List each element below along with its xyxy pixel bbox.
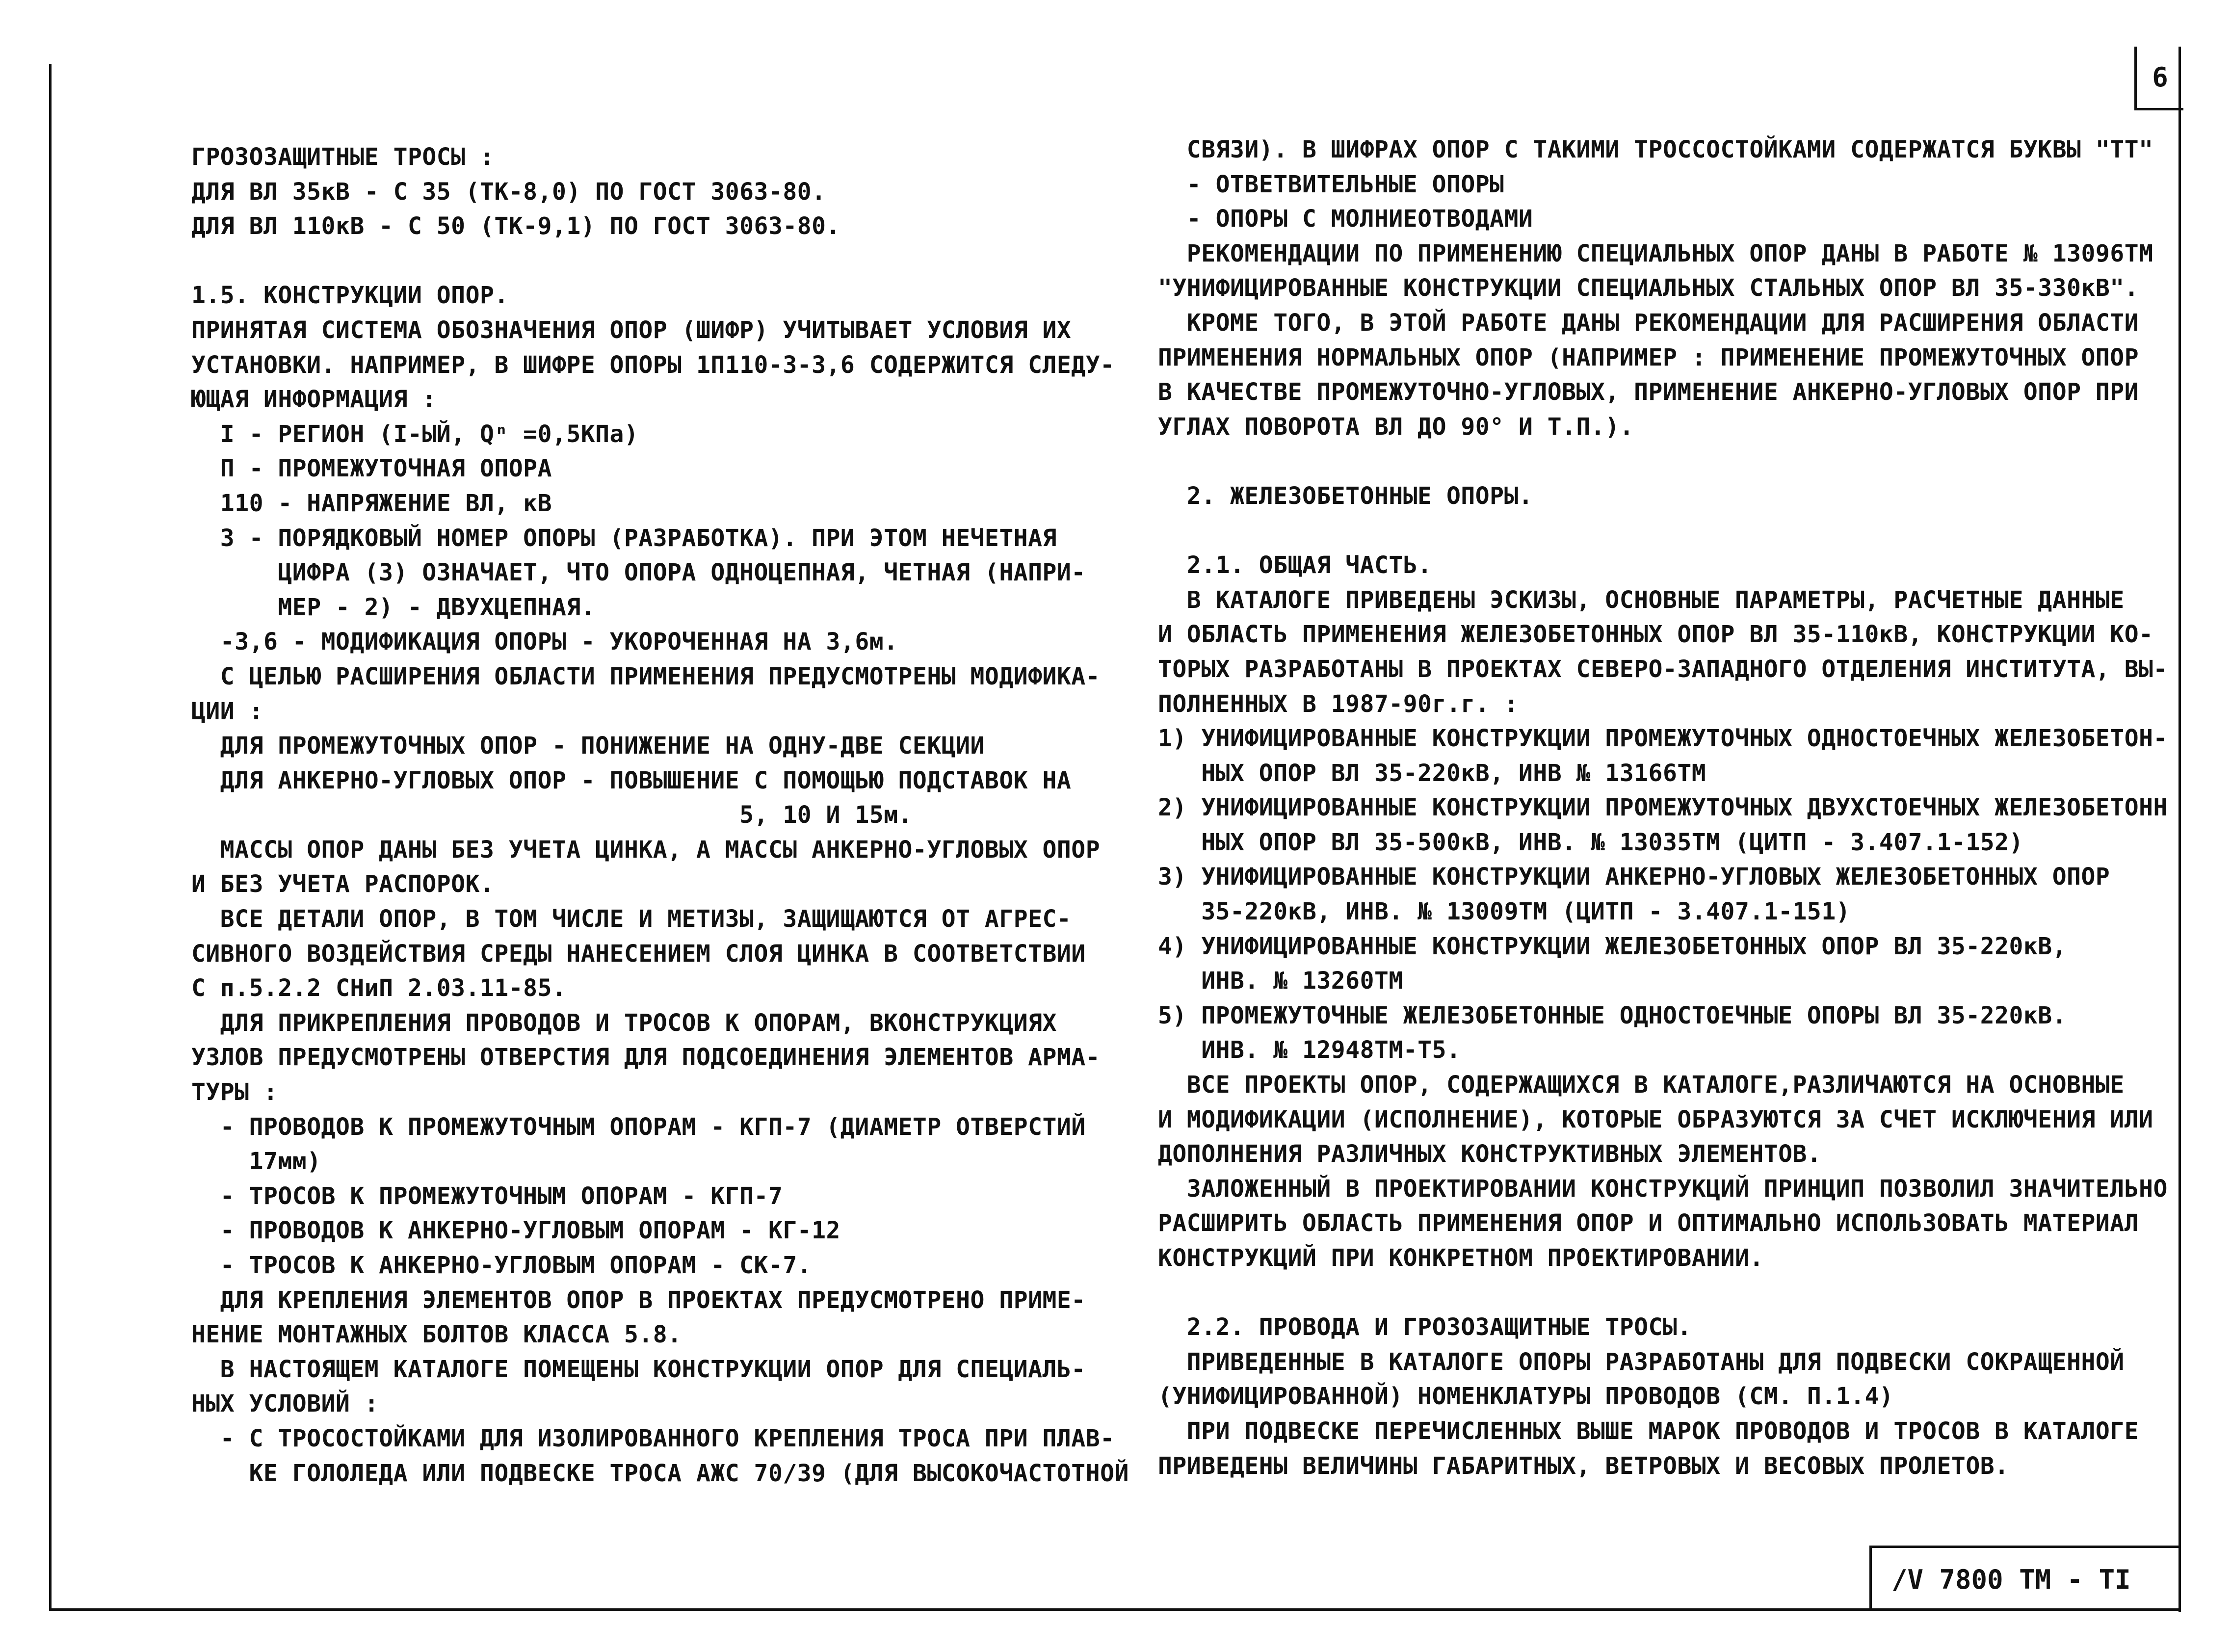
frame-right-border xyxy=(2179,47,2181,1612)
text-line xyxy=(191,244,1129,279)
text-line: (УНИФИЦИРОВАННОЙ) НОМЕНКЛАТУРЫ ПРОВОДОВ (СМ. П.1.4) xyxy=(1158,1383,1894,1411)
text-line: 4) УНИФИЦИРОВАННЫЕ КОНСТРУКЦИИ ЖЕЛЕЗОБЕТОННЫХ ОПОР ВЛ 35-220кВ, xyxy=(1158,932,2067,960)
text-line: 35-220кВ, ИНВ. № 13009ТМ (ЦИТП - 3.407.1-151) xyxy=(1158,898,1851,926)
page-number: 6 xyxy=(2134,47,2183,110)
text-line: - ОТВЕТВИТЕЛЬНЫЕ ОПОРЫ xyxy=(1158,170,1504,198)
text-line: ЦИИ : xyxy=(191,697,263,725)
text-line: ПОЛНЕННЫХ В 1987-90г.г. : xyxy=(1158,690,1519,718)
text-line: НЫХ ОПОР ВЛ 35-500кВ, ИНВ. № 13035ТМ (ЦИТП - 3.407.1-152) xyxy=(1158,828,2023,856)
text-line: УЗЛОВ ПРЕДУСМОТРЕНЫ ОТВЕРСТИЯ ДЛЯ ПОДСОЕДИНЕНИЯ ЭЛЕМЕНТОВ АРМА- xyxy=(191,1044,1101,1072)
text-line: 5, 10 И 15м. xyxy=(191,801,913,829)
text-line: 110 - НАПРЯЖЕНИЕ ВЛ, кВ xyxy=(191,489,552,517)
text-line: 5) ПРОМЕЖУТОЧНЫЕ ЖЕЛЕЗОБЕТОННЫЕ ОДНОСТОЕЧНЫЕ ОПОРЫ ВЛ 35-220кВ. xyxy=(1158,1001,2067,1029)
text-line: ПРИВЕДЕННЫЕ В КАТАЛОГЕ ОПОРЫ РАЗРАБОТАНЫ ДЛЯ ПОДВЕСКИ СОКРАЩЕННОЙ xyxy=(1158,1348,2125,1376)
text-line: ЗАЛОЖЕННЫЙ В ПРОЕКТИРОВАНИИ КОНСТРУКЦИЙ ПРИНЦИП ПОЗВОЛИЛ ЗНАЧИТЕЛЬНО xyxy=(1158,1175,2168,1203)
text-line xyxy=(1158,444,2168,479)
text-line: ДЛЯ ПРИКРЕПЛЕНИЯ ПРОВОДОВ И ТРОСОВ К ОПОРАМ, ВКОНСТРУКЦИЯХ xyxy=(191,1009,1057,1037)
text-line: УСТАНОВКИ. НАПРИМЕР, В ШИФРЕ ОПОРЫ 1П110-3-3,6 СОДЕРЖИТСЯ СЛЕДУ- xyxy=(191,351,1115,379)
text-line: ТОРЫХ РАЗРАБОТАНЫ В ПРОЕКТАХ СЕВЕРО-ЗАПАДНОГО ОТДЕЛЕНИЯ ИНСТИТУТА, ВЫ- xyxy=(1158,655,2168,683)
text-line: ИНВ. № 13260ТМ xyxy=(1158,967,1403,995)
text-line: ТУРЫ : xyxy=(191,1078,278,1106)
text-line: МАССЫ ОПОР ДАНЫ БЕЗ УЧЕТА ЦИНКА, А МАССЫ АНКЕРНО-УГЛОВЫХ ОПОР xyxy=(191,836,1101,864)
text-line: -3,6 - МОДИФИКАЦИЯ ОПОРЫ - УКОРОЧЕННАЯ НА 3,6м. xyxy=(191,628,898,656)
text-line: ДЛЯ ВЛ 35кВ - С 35 (ТК-8,0) ПО ГОСТ 3063-80. xyxy=(191,178,826,206)
frame-bottom-border xyxy=(49,1608,2181,1611)
text-line: - ОПОРЫ С МОЛНИЕОТВОДАМИ xyxy=(1158,205,1533,233)
text-line: 1) УНИФИЦИРОВАННЫЕ КОНСТРУКЦИИ ПРОМЕЖУТОЧНЫХ ОДНОСТОЕЧНЫХ ЖЕЛЕЗОБЕТОН- xyxy=(1158,725,2168,753)
text-line: С п.5.2.2 СНиП 2.03.11-85. xyxy=(191,974,567,1002)
text-line: КОНСТРУКЦИЙ ПРИ КОНКРЕТНОМ ПРОЕКТИРОВАНИИ. xyxy=(1158,1244,1764,1272)
text-line: НЫХ УСЛОВИЙ : xyxy=(191,1390,379,1418)
text-line: ДЛЯ ПРОМЕЖУТОЧНЫХ ОПОР - ПОНИЖЕНИЕ НА ОДНУ-ДВЕ СЕКЦИИ xyxy=(191,732,985,760)
text-line: И БЕЗ УЧЕТА РАСПОРОК. xyxy=(191,870,495,898)
text-line: "УНИФИЦИРОВАННЫЕ КОНСТРУКЦИИ СПЕЦИАЛЬНЫХ СТАЛЬНЫХ ОПОР ВЛ 35-330кВ". xyxy=(1158,274,2139,302)
text-line: ПРИ ПОДВЕСКЕ ПЕРЕЧИСЛЕННЫХ ВЫШЕ МАРОК ПРОВОДОВ И ТРОСОВ В КАТАЛОГЕ xyxy=(1158,1417,2139,1445)
text-line: В НАСТОЯЩЕМ КАТАЛОГЕ ПОМЕЩЕНЫ КОНСТРУКЦИИ ОПОР ДЛЯ СПЕЦИАЛЬ- xyxy=(191,1355,1086,1383)
text-line: СВЯЗИ). В ШИФРАХ ОПОР С ТАКИМИ ТРОССОСТОЙКАМИ СОДЕРЖАТСЯ БУКВЫ "ТТ" xyxy=(1158,136,2153,163)
document-stamp: /V 7800 ТМ - TI xyxy=(1869,1546,2181,1611)
text-line: 2. ЖЕЛЕЗОБЕТОННЫЕ ОПОРЫ. xyxy=(1158,482,1533,510)
text-line: - ТРОСОВ К АНКЕРНО-УГЛОВЫМ ОПОРАМ - СК-7. xyxy=(191,1252,812,1279)
text-line: П - ПРОМЕЖУТОЧНАЯ ОПОРА xyxy=(191,455,552,483)
text-line: КЕ ГОЛОЛЕДА ИЛИ ПОДВЕСКЕ ТРОСА АЖС 70/39 (ДЛЯ ВЫСОКОЧАСТОТНОЙ xyxy=(191,1459,1129,1487)
text-line: ДЛЯ ВЛ 110кВ - С 50 (ТК-9,1) ПО ГОСТ 3063-80. xyxy=(191,212,840,240)
text-line: НЕНИЕ МОНТАЖНЫХ БОЛТОВ КЛАССА 5.8. xyxy=(191,1321,682,1349)
text-line: - ПРОВОДОВ К ПРОМЕЖУТОЧНЫМ ОПОРАМ - КГП-7 (ДИАМЕТР ОТВЕРСТИЙ xyxy=(191,1113,1086,1141)
frame-left-border xyxy=(49,64,52,1609)
text-line: ГРОЗОЗАЩИТНЫЕ ТРОСЫ : xyxy=(191,143,495,171)
text-line: - С ТРОСОСТОЙКАМИ ДЛЯ ИЗОЛИРОВАННОГО КРЕПЛЕНИЯ ТРОСА ПРИ ПЛАВ- xyxy=(191,1424,1115,1452)
text-line: ДОПОЛНЕНИЯ РАЗЛИЧНЫХ КОНСТРУКТИВНЫХ ЭЛЕМЕНТОВ. xyxy=(1158,1140,1822,1168)
text-line: ЮЩАЯ ИНФОРМАЦИЯ : xyxy=(191,386,437,414)
text-line: 17мм) xyxy=(191,1148,321,1176)
text-line: МЕР - 2) - ДВУХЦЕПНАЯ. xyxy=(191,593,596,621)
text-line: ПРИНЯТАЯ СИСТЕМА ОБОЗНАЧЕНИЯ ОПОР (ШИФР) УЧИТЫВАЕТ УСЛОВИЯ ИХ xyxy=(191,316,1072,344)
text-line: НЫХ ОПОР ВЛ 35-220кВ, ИНВ № 13166ТМ xyxy=(1158,759,1706,787)
text-line: С ЦЕЛЬЮ РАСШИРЕНИЯ ОБЛАСТИ ПРИМЕНЕНИЯ ПРЕДУСМОТРЕНЫ МОДИФИКА- xyxy=(191,662,1101,690)
text-line: СИВНОГО ВОЗДЕЙСТВИЯ СРЕДЫ НАНЕСЕНИЕМ СЛОЯ ЦИНКА В СООТВЕТСТВИИ xyxy=(191,940,1086,968)
text-line: И МОДИФИКАЦИИ (ИСПОЛНЕНИЕ), КОТОРЫЕ ОБРАЗУЮТСЯ ЗА СЧЕТ ИСКЛЮЧЕНИЯ ИЛИ xyxy=(1158,1105,2153,1133)
text-line: ПРИВЕДЕНЫ ВЕЛИЧИНЫ ГАБАРИТНЫХ, ВЕТРОВЫХ И ВЕСОВЫХ ПРОЛЕТОВ. xyxy=(1158,1452,2009,1480)
text-line: ЦИФРА (3) ОЗНАЧАЕТ, ЧТО ОПОРА ОДНОЦЕПНАЯ, ЧЕТНАЯ (НАПРИ- xyxy=(191,559,1086,587)
text-line: РЕКОМЕНДАЦИИ ПО ПРИМЕНЕНИЮ СПЕЦИАЛЬНЫХ ОПОР ДАНЫ В РАБОТЕ № 13096ТМ xyxy=(1158,239,2153,267)
text-line: ИНВ. № 12948ТМ-Т5. xyxy=(1158,1036,1461,1064)
text-line: ВСЕ ПРОЕКТЫ ОПОР, СОДЕРЖАЩИХСЯ В КАТАЛОГЕ,РАЗЛИЧАЮТСЯ НА ОСНОВНЫЕ xyxy=(1158,1071,2125,1099)
text-line xyxy=(1158,1276,2168,1311)
text-line: I - РЕГИОН (I-ЫЙ, Qⁿ =0,5КПа) xyxy=(191,420,639,448)
text-line: В КАТАЛОГЕ ПРИВЕДЕНЫ ЭСКИЗЫ, ОСНОВНЫЕ ПАРАМЕТРЫ, РАСЧЕТНЫЕ ДАННЫЕ xyxy=(1158,586,2125,614)
right-text-column xyxy=(1158,132,2168,1483)
text-line: КРОМЕ ТОГО, В ЭТОЙ РАБОТЕ ДАНЫ РЕКОМЕНДАЦИИ ДЛЯ РАСШИРЕНИЯ ОБЛАСТИ xyxy=(1158,309,2139,337)
text-line: ДЛЯ АНКЕРНО-УГЛОВЫХ ОПОР - ПОВЫШЕНИЕ С ПОМОЩЬЮ ПОДСТАВОК НА xyxy=(191,766,1072,794)
text-line: 3) УНИФИЦИРОВАННЫЕ КОНСТРУКЦИИ АНКЕРНО-УГЛОВЫХ ЖЕЛЕЗОБЕТОННЫХ ОПОР xyxy=(1158,863,2110,891)
text-line: РАСШИРИТЬ ОБЛАСТЬ ПРИМЕНЕНИЯ ОПОР И ОПТИМАЛЬНО ИСПОЛЬЗОВАТЬ МАТЕРИАЛ xyxy=(1158,1209,2139,1237)
text-line: 2) УНИФИЦИРОВАННЫЕ КОНСТРУКЦИИ ПРОМЕЖУТОЧНЫХ ДВУХСТОЕЧНЫХ ЖЕЛЕЗОБЕТОНН xyxy=(1158,794,2168,822)
left-text-column xyxy=(191,140,1129,1491)
text-line: В КАЧЕСТВЕ ПРОМЕЖУТОЧНО-УГЛОВЫХ, ПРИМЕНЕНИЕ АНКЕРНО-УГЛОВЫХ ОПОР ПРИ xyxy=(1158,378,2139,406)
text-line: ПРИМЕНЕНИЯ НОРМАЛЬНЫХ ОПОР (НАПРИМЕР : ПРИМЕНЕНИЕ ПРОМЕЖУТОЧНЫХ ОПОР xyxy=(1158,343,2139,371)
text-line: ВСЕ ДЕТАЛИ ОПОР, В ТОМ ЧИСЛЕ И МЕТИЗЫ, ЗАЩИЩАЮТСЯ ОТ АГРЕС- xyxy=(191,905,1072,933)
text-line: 2.2. ПРОВОДА И ГРОЗОЗАЩИТНЫЕ ТРОСЫ. xyxy=(1158,1313,1692,1341)
text-line: 2.1. ОБЩАЯ ЧАСТЬ. xyxy=(1158,551,1432,579)
text-line: И ОБЛАСТЬ ПРИМЕНЕНИЯ ЖЕЛЕЗОБЕТОННЫХ ОПОР ВЛ 35-110кВ, КОНСТРУКЦИИ КО- xyxy=(1158,621,2153,649)
text-line: - ТРОСОВ К ПРОМЕЖУТОЧНЫМ ОПОРАМ - КГП-7 xyxy=(191,1182,783,1210)
text-line xyxy=(1158,514,2168,549)
text-line: УГЛАХ ПОВОРОТА ВЛ ДО 90° И Т.П.). xyxy=(1158,413,1634,441)
text-line: - ПРОВОДОВ К АНКЕРНО-УГЛОВЫМ ОПОРАМ - КГ-12 xyxy=(191,1217,840,1245)
text-line: 1.5. КОНСТРУКЦИИ ОПОР. xyxy=(191,282,509,310)
text-line: 3 - ПОРЯДКОВЫЙ НОМЕР ОПОРЫ (РАЗРАБОТКА). ПРИ ЭТОМ НЕЧЕТНАЯ xyxy=(191,524,1057,552)
text-line: ДЛЯ КРЕПЛЕНИЯ ЭЛЕМЕНТОВ ОПОР В ПРОЕКТАХ ПРЕДУСМОТРЕНО ПРИМЕ- xyxy=(191,1286,1086,1314)
